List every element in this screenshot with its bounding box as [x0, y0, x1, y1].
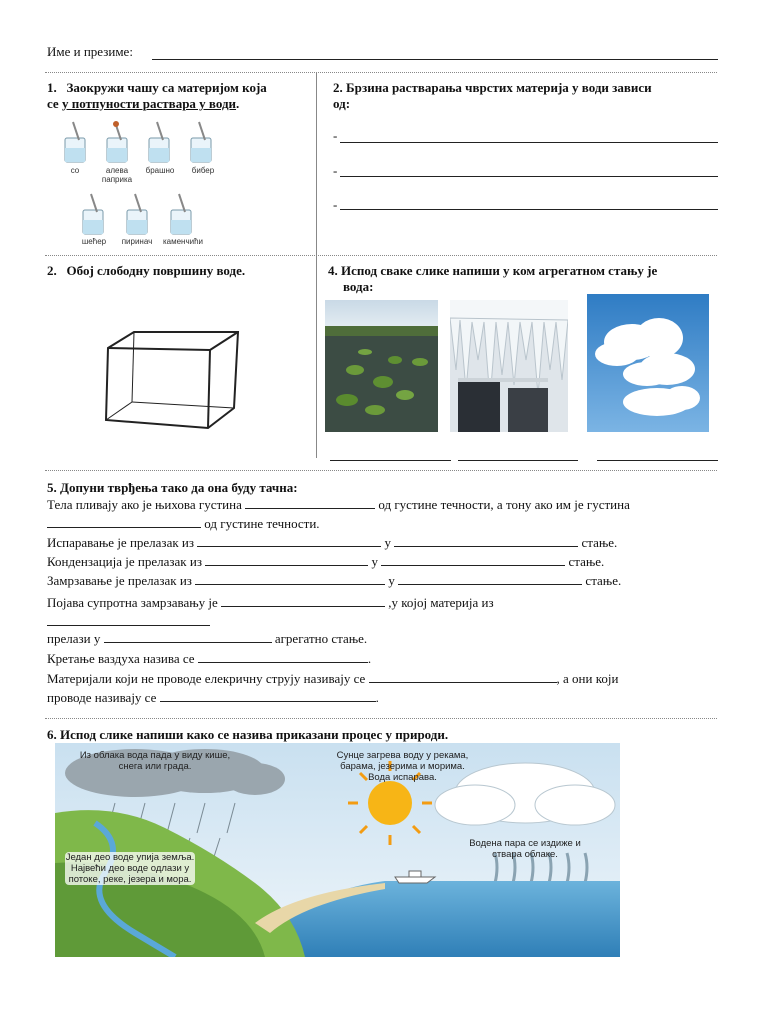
- q4-answer-1[interactable]: [330, 460, 451, 461]
- q1-underlined: у потпуности раствара у води: [61, 96, 237, 111]
- q2a-dash-2: -: [333, 163, 338, 178]
- photo-icicles: [450, 300, 568, 432]
- glass-pepper[interactable]: [191, 122, 211, 162]
- q5-l2: од густине течности.: [204, 516, 320, 531]
- q5-line3: [47, 535, 617, 551]
- q5-state-4: стање.: [568, 554, 605, 569]
- photo-lily-pond: [325, 300, 438, 432]
- q5-l9b: , а они који: [556, 671, 619, 686]
- q5-l10a: проводе називају се: [47, 690, 157, 705]
- q1-prefix: се: [47, 96, 62, 111]
- glasses-row1: [55, 118, 225, 188]
- q5-l8b: .: [367, 651, 372, 666]
- q5-l4a: Кондензација је прелазак из: [47, 554, 202, 569]
- q5-l8a: Кретање ваздуха назива се: [47, 651, 195, 666]
- q5-l6b: ,у којој материја из: [388, 595, 494, 610]
- q5-line8: [47, 651, 371, 667]
- q2b-number: 2.: [47, 263, 57, 278]
- q5-line10: [47, 690, 379, 706]
- q5-l1a: Тела пливају ако је њихова густина: [47, 497, 242, 512]
- q5-line5: [47, 573, 621, 589]
- q5-l3a: Испаравање је прелазак из: [47, 535, 194, 550]
- q5-blank-9[interactable]: [369, 671, 557, 683]
- q5-l10b: .: [375, 690, 379, 705]
- q2a-answer-3[interactable]: [340, 209, 718, 210]
- glass-salt[interactable]: [65, 122, 85, 162]
- bubble-ground: Један део воде упија земља. Највећи део воде одлази у потоке, реке, језера и мора.: [65, 852, 195, 885]
- q5-l1b: од густине течности, а тону ако им је густина: [378, 497, 630, 512]
- q5-u-5: у: [388, 573, 395, 588]
- bubble-rain: Из облака вода пада у виду кише, снега или града.: [79, 750, 231, 772]
- glass-flour[interactable]: [149, 122, 169, 162]
- q5-line1: [47, 497, 630, 513]
- q5-l7b: агрегатно стање.: [274, 631, 368, 646]
- q5-title: 5. Допуни тврђења тако да она буду тачна:: [47, 480, 298, 495]
- divider-mid: [45, 255, 717, 256]
- q5-blank-6[interactable]: [221, 595, 385, 607]
- divider-q6: [45, 718, 717, 719]
- q1-suffix: .: [236, 96, 240, 111]
- q5-state-5: стање.: [585, 573, 622, 588]
- name-field[interactable]: [152, 59, 718, 60]
- q2a-line2: од:: [333, 96, 351, 111]
- q2a-answer-2[interactable]: [340, 176, 718, 177]
- glasses-row2: [75, 192, 205, 240]
- q5-blank-8[interactable]: [198, 651, 368, 663]
- q5-blank-4a[interactable]: [205, 554, 368, 566]
- q5-line4: [47, 554, 604, 570]
- divider-top: [45, 72, 717, 73]
- q5-blank-1[interactable]: [245, 497, 375, 509]
- q4-answer-2[interactable]: [458, 460, 578, 461]
- glass-label-salt: со: [70, 166, 80, 175]
- q5-blank-3b[interactable]: [394, 535, 578, 547]
- glass-rice[interactable]: [127, 194, 147, 234]
- q5-blank-3a[interactable]: [197, 535, 381, 547]
- aquarium-box[interactable]: [98, 328, 244, 434]
- q5-l7a: прелази у: [47, 631, 101, 646]
- q2a-dash-1: -: [333, 128, 338, 143]
- q5-l5a: Замрзавање је прелазак из: [47, 573, 192, 588]
- glass-label-sugar: шећер: [81, 237, 107, 246]
- q5-l9a: Материјали који не проводе елекричну струју називају се: [47, 671, 366, 686]
- glass-sugar[interactable]: [83, 194, 103, 234]
- q5-u-4: у: [371, 554, 378, 569]
- q5-blank-5a[interactable]: [195, 573, 385, 585]
- q4-line2: вода:: [343, 279, 374, 294]
- q5-blank-2[interactable]: [47, 516, 201, 528]
- q2a-dash-3: -: [333, 197, 338, 212]
- q5-blank-4b[interactable]: [381, 554, 565, 566]
- bubble-vapour: Водена пара се издиже и ствара облаке.: [469, 838, 581, 860]
- glass-pebbles[interactable]: [171, 194, 191, 234]
- divider-q5: [45, 470, 717, 471]
- bubble-evaporation: Сунце загрева воду у рекама, барама, језерима и морима. Вода испарава.: [336, 750, 469, 783]
- q5-state-3: стање.: [581, 535, 618, 550]
- q2a-answer-1[interactable]: [340, 142, 718, 143]
- q5-blank-5b[interactable]: [398, 573, 582, 585]
- q2b-line: [47, 263, 245, 279]
- q5-blank-10[interactable]: [160, 690, 376, 702]
- q6-title: 6. Испод слике напиши како се назива приказани процес у природи.: [47, 727, 449, 742]
- q4-line1: 4. Испод сваке слике напиши у ком агрегатном стању је: [328, 263, 658, 278]
- photo-clouds: [587, 294, 709, 432]
- name-label: Име и презиме:: [47, 44, 133, 59]
- q5-line9: [47, 671, 618, 687]
- glass-label-paprika: алева паприка: [101, 166, 133, 184]
- q4-answer-3[interactable]: [597, 460, 718, 461]
- column-divider: [316, 72, 317, 458]
- q5-u-3: у: [384, 535, 391, 550]
- q5-blank-7[interactable]: [104, 631, 272, 643]
- glass-paprika[interactable]: [107, 121, 127, 162]
- q1-number: 1.: [47, 80, 57, 95]
- q2a-line1: 2. Брзина растварања чврстих материја у води зависи: [333, 80, 652, 95]
- q5-line6: [47, 595, 494, 611]
- q1-text-a: Заокружи чашу са материјом која: [66, 80, 267, 95]
- glass-label-pebbles: каменчићи: [162, 237, 204, 246]
- q1-line2: [47, 96, 239, 112]
- glass-label-pepper: бибер: [191, 166, 215, 175]
- q5-l6a: Појава супротна замрзавању је: [47, 595, 218, 610]
- glass-label-rice: пиринач: [121, 237, 153, 246]
- glass-label-flour: брашно: [145, 166, 175, 175]
- q2b-text: Обој слободну површину воде.: [66, 263, 246, 278]
- q5-blank-6b[interactable]: [47, 625, 210, 626]
- q1-line1: [47, 80, 267, 96]
- q5-line7: [47, 631, 367, 647]
- q5-line2: [47, 516, 320, 532]
